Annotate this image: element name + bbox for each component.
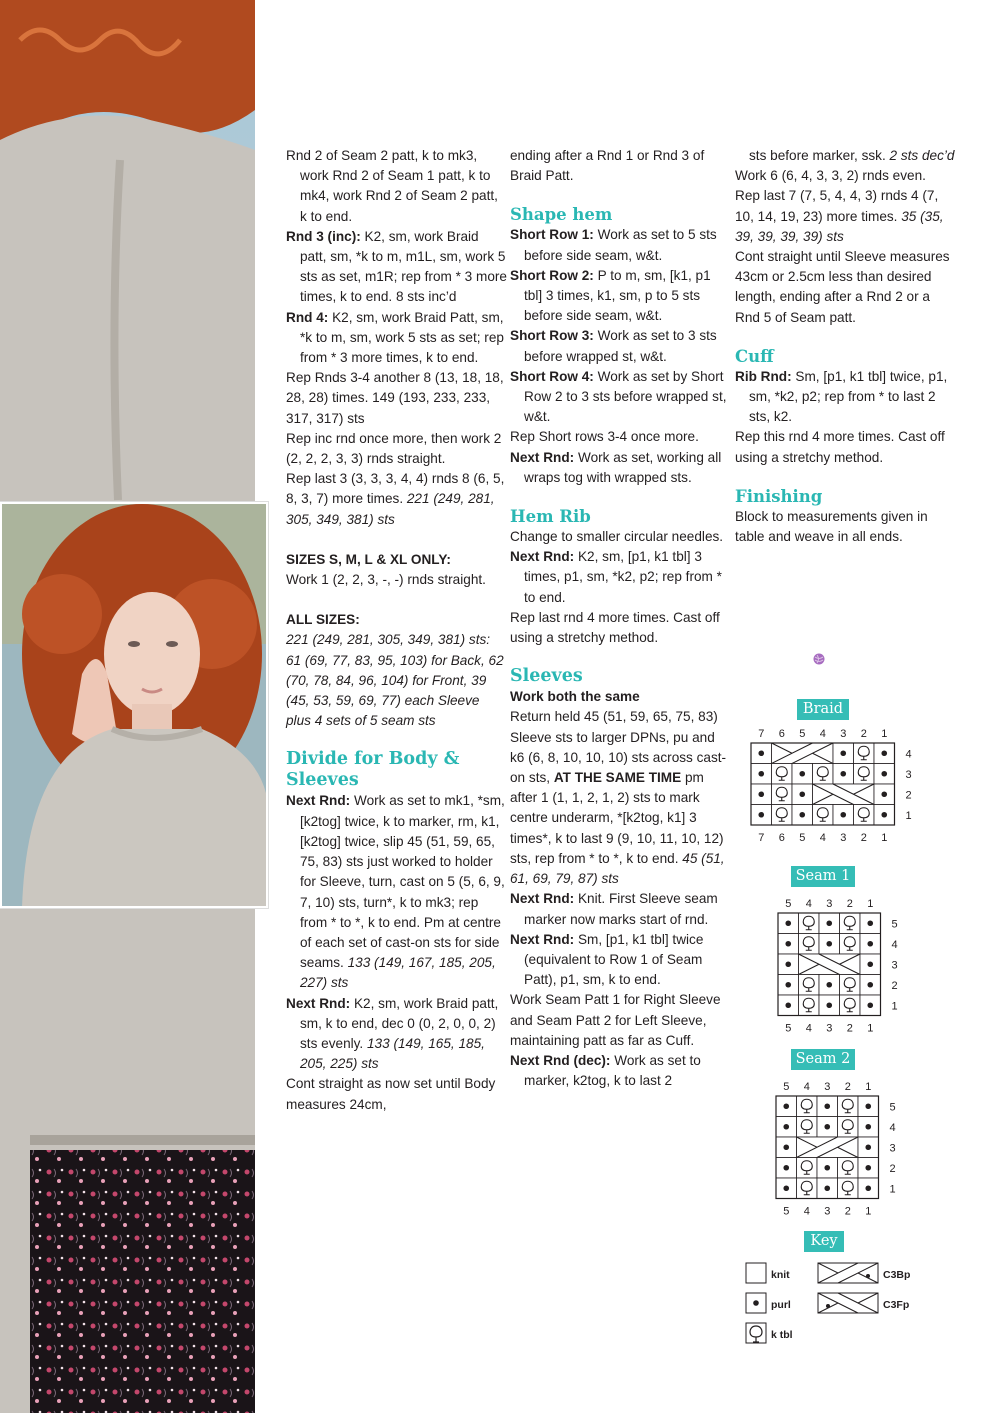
section-heading: Sleeves bbox=[510, 666, 583, 687]
seam1-chart-title: Seam 1 bbox=[791, 866, 855, 887]
braid-chart-title: Braid bbox=[797, 699, 849, 720]
purl-stitch bbox=[867, 941, 873, 947]
purl-stitch bbox=[865, 1165, 871, 1171]
purl-stitch bbox=[865, 1144, 871, 1150]
purl-stitch bbox=[881, 750, 887, 756]
chart-row-number: 2 bbox=[905, 789, 912, 802]
knit-key-label: knit bbox=[771, 1269, 790, 1281]
instruction-paragraph: Rep inc rnd once more, then work 2 (2, 2, 2, 3, 3) rnds straight. bbox=[286, 430, 502, 467]
braid-chart bbox=[745, 722, 925, 855]
chart-col-number-top: 1 bbox=[881, 728, 888, 740]
instruction-paragraph: Next Rnd: Work as set, working all wraps tog with wrapped sts. bbox=[510, 449, 722, 485]
chart-row-number: 2 bbox=[889, 1162, 896, 1175]
instruction-paragraph: Short Row 2: P to m, sm, [k1, p1 tbl] 3 times, k1, sm, p to 5 sts before side seam, w&t. bbox=[510, 267, 711, 324]
chart-col-number-bottom: 2 bbox=[846, 1022, 853, 1035]
instruction-paragraph: Cont straight until Sleeve measures 43cm or 2.5cm less than desired length, ending after a Rnd 2 or a Rnd 5 of Seam patt. bbox=[735, 249, 950, 325]
purl-stitch bbox=[865, 1185, 871, 1191]
c3fp-cable bbox=[813, 784, 875, 805]
purl-stitch bbox=[799, 812, 805, 818]
section-heading: Divide for Body & Sleeves bbox=[286, 749, 460, 791]
c3bp-key-label: C3Bp bbox=[883, 1269, 911, 1281]
purl-stitch bbox=[785, 982, 791, 988]
instructions-column-1 bbox=[286, 146, 508, 1115]
chart-col-number-bottom: 2 bbox=[860, 832, 867, 844]
purl-stitch bbox=[783, 1124, 789, 1130]
purl-stitch bbox=[865, 1124, 871, 1130]
chart-row-number: 4 bbox=[891, 938, 898, 951]
chart-row-number: 2 bbox=[891, 979, 898, 992]
instruction-paragraph: Return held 45 (51, 59, 65, 75, 83) Sleeve sts to larger DPNs, pu and k6 (6, 8, 10, 10, 10) sts across cast-on sts, AT THE SAME TIME pm after 1 (1, 1, 2, 1, 2) sts to mark centre underarm, *[k2tog, k1] 3 times*, k to last 9 (9, 10, 11, 10, 12) sts, rep from * to *, k to end. 45 (51, 61, 69, 79, 87) sts bbox=[510, 709, 727, 887]
instruction-paragraph: Next Rnd: K2, sm, work Braid patt, sm, k to end, dec 0 (0, 2, 0, 0, 2) sts evenly. 133 (149, 165, 185, 205, 225) sts bbox=[286, 995, 499, 1072]
instruction-paragraph: ALL SIZES: bbox=[286, 612, 360, 628]
seam2-chart bbox=[768, 1076, 918, 1229]
chart-col-number-bottom: 5 bbox=[783, 1205, 790, 1218]
chart-row-number: 1 bbox=[891, 1000, 898, 1013]
chart-col-number-top: 6 bbox=[778, 728, 785, 740]
chart-col-number-bottom: 4 bbox=[819, 832, 826, 844]
purl-stitch bbox=[840, 771, 846, 777]
chart-col-number-top: 5 bbox=[785, 898, 792, 910]
purl-stitch bbox=[758, 791, 764, 797]
purl-stitch bbox=[785, 1002, 791, 1008]
chart-col-number-bottom: 3 bbox=[840, 832, 847, 844]
chart-col-number-top: 3 bbox=[840, 728, 847, 740]
instruction-paragraph: Work 6 (6, 4, 3, 3, 2) rnds even. bbox=[735, 168, 926, 184]
instruction-paragraph: Next Rnd: K2, sm, [p1, k1 tbl] 3 times, p1, sm, *k2, p2; rep from * to end. bbox=[510, 549, 722, 605]
purl-stitch bbox=[758, 750, 764, 756]
purl-stitch bbox=[865, 1103, 871, 1109]
purl-stitch bbox=[824, 1103, 830, 1109]
chart-col-number-top: 5 bbox=[783, 1081, 790, 1093]
chart-col-number-top: 2 bbox=[846, 898, 853, 910]
chart-key bbox=[744, 1260, 934, 1355]
chart-col-number-top: 1 bbox=[867, 898, 874, 910]
chart-row-number: 3 bbox=[889, 1142, 896, 1155]
chart-col-number-top: 7 bbox=[758, 728, 765, 740]
ktbl-key-label: k tbl bbox=[771, 1329, 793, 1341]
purl-stitch bbox=[826, 941, 832, 947]
key-title: Key bbox=[804, 1231, 844, 1252]
chart-row-number: 4 bbox=[905, 748, 912, 761]
seam1-chart bbox=[770, 893, 920, 1046]
instruction-paragraph: sts before marker, ssk. 2 sts dec’d bbox=[749, 148, 955, 163]
knit-key-symbol bbox=[746, 1263, 766, 1283]
section-heading: Hem Rib bbox=[510, 507, 591, 527]
purl-stitch bbox=[824, 1165, 830, 1171]
instruction-paragraph: Rep this rnd 4 more times. Cast off using a stretchy method. bbox=[735, 429, 945, 465]
chart-row-number: 5 bbox=[891, 918, 898, 931]
purl-key-label: purl bbox=[771, 1299, 791, 1311]
c3bp-cable bbox=[797, 1137, 859, 1158]
purl-stitch bbox=[867, 982, 873, 988]
purl-stitch bbox=[785, 941, 791, 947]
chart-col-number-top: 3 bbox=[824, 1081, 831, 1093]
purl-stitch bbox=[826, 1002, 832, 1008]
instruction-paragraph: Rep last rnd 4 more times. Cast off using a stretchy method. bbox=[510, 609, 720, 646]
instruction-paragraph: Rnd 4: K2, sm, work Braid Patt, sm, *k to m, sm, work 5 sts as set; rep from * 3 more times, k to end. bbox=[286, 309, 504, 366]
instruction-paragraph: Rep last 7 (7, 5, 4, 4, 3) rnds 4 (7, 10, 14, 19, 23) more times. 35 (35, 39, 39, 39, 39) sts bbox=[735, 188, 944, 244]
chart-row-number: 3 bbox=[905, 768, 912, 781]
chart-col-number-top: 1 bbox=[865, 1081, 872, 1093]
model-photo-inset bbox=[0, 502, 268, 908]
chart-col-number-top: 3 bbox=[826, 898, 833, 910]
instruction-paragraph: Rnd 2 of Seam 2 patt, k to mk3, work Rnd 2 of Seam 1 patt, k to mk4, work Rnd 2 of Seam 2 patt, k to end. bbox=[286, 148, 498, 224]
c3fp-key-label: C3Fp bbox=[883, 1299, 910, 1311]
c3bp-key-symbol bbox=[818, 1263, 878, 1283]
instruction-paragraph: Work both the same bbox=[510, 689, 640, 705]
chart-row-number: 5 bbox=[889, 1101, 896, 1114]
instruction-paragraph: Short Row 3: Work as set to 3 sts before wrapped st, w&t. bbox=[510, 328, 717, 364]
purl-stitch bbox=[785, 920, 791, 926]
seam2-chart-title: Seam 2 bbox=[791, 1049, 855, 1070]
section-heading: Shape hem bbox=[510, 205, 613, 225]
instruction-paragraph: Work Seam Patt 1 for Right Sleeve and Seam Patt 2 for Left Sleeve, maintaining patt as far as Cuff. bbox=[510, 992, 721, 1048]
yarn-ball-icon bbox=[813, 652, 825, 670]
instruction-paragraph: Rib Rnd: Sm, [p1, k1 tbl] twice, p1, sm, *k2, p2; rep from * to last 2 sts, k2. bbox=[735, 368, 948, 425]
section-heading: Finishing bbox=[735, 486, 823, 506]
purl-stitch bbox=[799, 771, 805, 777]
instructions-column-2 bbox=[510, 146, 732, 1091]
purl-stitch bbox=[881, 812, 887, 818]
instruction-paragraph: Rep Rnds 3-4 another 8 (13, 18, 18, 28, 28) times. 149 (193, 233, 233, 317, 317) sts bbox=[286, 370, 504, 426]
chart-col-number-top: 4 bbox=[805, 898, 812, 910]
chart-col-number-top: 4 bbox=[819, 728, 826, 740]
instruction-paragraph: Next Rnd: Knit. First Sleeve seam marker now marks start of rnd. bbox=[510, 891, 718, 927]
c3bp-cable bbox=[772, 743, 834, 764]
purl-stitch bbox=[881, 771, 887, 777]
purl-stitch bbox=[785, 961, 791, 967]
instruction-paragraph: Short Row 4: Work as set by Short Row 2 to 3 sts before wrapped st, w&t. bbox=[510, 368, 727, 425]
chart-col-number-top: 5 bbox=[799, 728, 806, 740]
chart-col-number-bottom: 1 bbox=[881, 832, 888, 844]
instruction-paragraph: Short Row 1: Work as set to 5 sts before side seam, w&t. bbox=[510, 227, 717, 263]
instruction-paragraph: Next Rnd: Sm, [p1, k1 tbl] twice (equivalent to Row 1 of Seam Patt), p1, sm, k to end. bbox=[510, 931, 704, 988]
purl-stitch bbox=[758, 812, 764, 818]
instruction-paragraph: Change to smaller circular needles. bbox=[510, 529, 724, 545]
instruction-paragraph: ending after a Rnd 1 or Rnd 3 of Braid Patt. bbox=[510, 148, 705, 184]
instruction-paragraph: Cont straight as now set until Body measures 24cm, bbox=[286, 1076, 496, 1112]
purl-stitch bbox=[867, 1002, 873, 1008]
chart-row-number: 3 bbox=[891, 959, 898, 972]
chart-col-number-bottom: 5 bbox=[799, 832, 806, 844]
purl-stitch bbox=[826, 920, 832, 926]
chart-row-number: 4 bbox=[889, 1121, 896, 1134]
purl-stitch bbox=[824, 1124, 830, 1130]
instruction-paragraph: 221 (249, 281, 305, 349, 381) sts: 61 (69, 77, 83, 95, 103) for Back, 62 (70, 78, 84, 96, 104) for Front, 39 (45, 53, 59, 69, 77) each Sleeve plus 4 sets of 5 seam sts bbox=[286, 632, 504, 729]
instruction-paragraph: Rep Short rows 3-4 once more. bbox=[510, 429, 699, 445]
purl-stitch bbox=[881, 791, 887, 797]
instruction-paragraph: Block to measurements given in table and weave in all ends. bbox=[735, 508, 928, 545]
purl-stitch bbox=[826, 982, 832, 988]
chart-col-number-bottom: 4 bbox=[803, 1205, 810, 1218]
chart-col-number-bottom: 2 bbox=[844, 1205, 851, 1218]
c3fp-cable bbox=[799, 954, 861, 975]
chart-col-number-bottom: 4 bbox=[805, 1022, 812, 1035]
chart-row-number: 1 bbox=[905, 809, 912, 822]
purl-stitch bbox=[783, 1144, 789, 1150]
purl-stitch bbox=[824, 1185, 830, 1191]
instruction-paragraph: Rnd 3 (inc): K2, sm, work Braid patt, sm, *k to m, m1L, sm, work 5 sts as set, m1R; rep from * 3 more times, k to end. 8 sts inc’d bbox=[286, 228, 507, 305]
chart-col-number-bottom: 1 bbox=[865, 1205, 872, 1218]
purl-stitch bbox=[799, 791, 805, 797]
c3fp-key-symbol bbox=[818, 1293, 878, 1313]
instruction-paragraph: SIZES S, M, L & XL ONLY: bbox=[286, 551, 451, 567]
chart-col-number-top: 4 bbox=[803, 1081, 810, 1093]
instruction-paragraph: Rep last 3 (3, 3, 3, 4, 4) rnds 8 (6, 5, 8, 3, 7) more times. 221 (249, 281, 305, 349, 381) sts bbox=[286, 471, 505, 527]
chart-row-number: 1 bbox=[889, 1183, 896, 1196]
purl-stitch bbox=[758, 771, 764, 777]
chart-col-number-bottom: 3 bbox=[826, 1022, 833, 1035]
chart-col-number-bottom: 7 bbox=[758, 832, 765, 844]
section-heading: Cuff bbox=[735, 346, 774, 366]
chart-col-number-top: 2 bbox=[844, 1081, 851, 1093]
chart-col-number-bottom: 5 bbox=[785, 1022, 792, 1035]
instruction-paragraph: Next Rnd (dec): Work as set to marker, k2tog, k to last 2 bbox=[510, 1052, 701, 1089]
chart-col-number-bottom: 6 bbox=[778, 832, 785, 844]
instructions-column-3 bbox=[735, 146, 957, 547]
purl-stitch bbox=[783, 1185, 789, 1191]
chart-col-number-bottom: 1 bbox=[867, 1022, 874, 1035]
purl-stitch bbox=[867, 961, 873, 967]
purl-stitch bbox=[783, 1103, 789, 1109]
purl-stitch bbox=[840, 812, 846, 818]
purl-stitch bbox=[783, 1165, 789, 1171]
chart-col-number-top: 2 bbox=[860, 728, 867, 740]
instruction-paragraph: Next Rnd: Work as set to mk1, *sm, [k2tog] twice, k to marker, rm, k1, [k2tog] twice, slip 45 (51, 59, 65, 75, 83) sts just worked to holder for Sleeve, turn, cast on 5 (5, 6, 9, 7, 10) sts, turn*, k to mk3; rep from * to *, k to end. Pm at centre of each set of cast-on sts for side seams. 133 (149, 167, 185, 205, 227) sts bbox=[286, 793, 505, 991]
purl-stitch bbox=[867, 920, 873, 926]
purl-stitch bbox=[840, 750, 846, 756]
chart-col-number-bottom: 3 bbox=[824, 1205, 831, 1218]
instruction-paragraph: Work 1 (2, 2, 3, -, -) rnds straight. bbox=[286, 572, 486, 588]
